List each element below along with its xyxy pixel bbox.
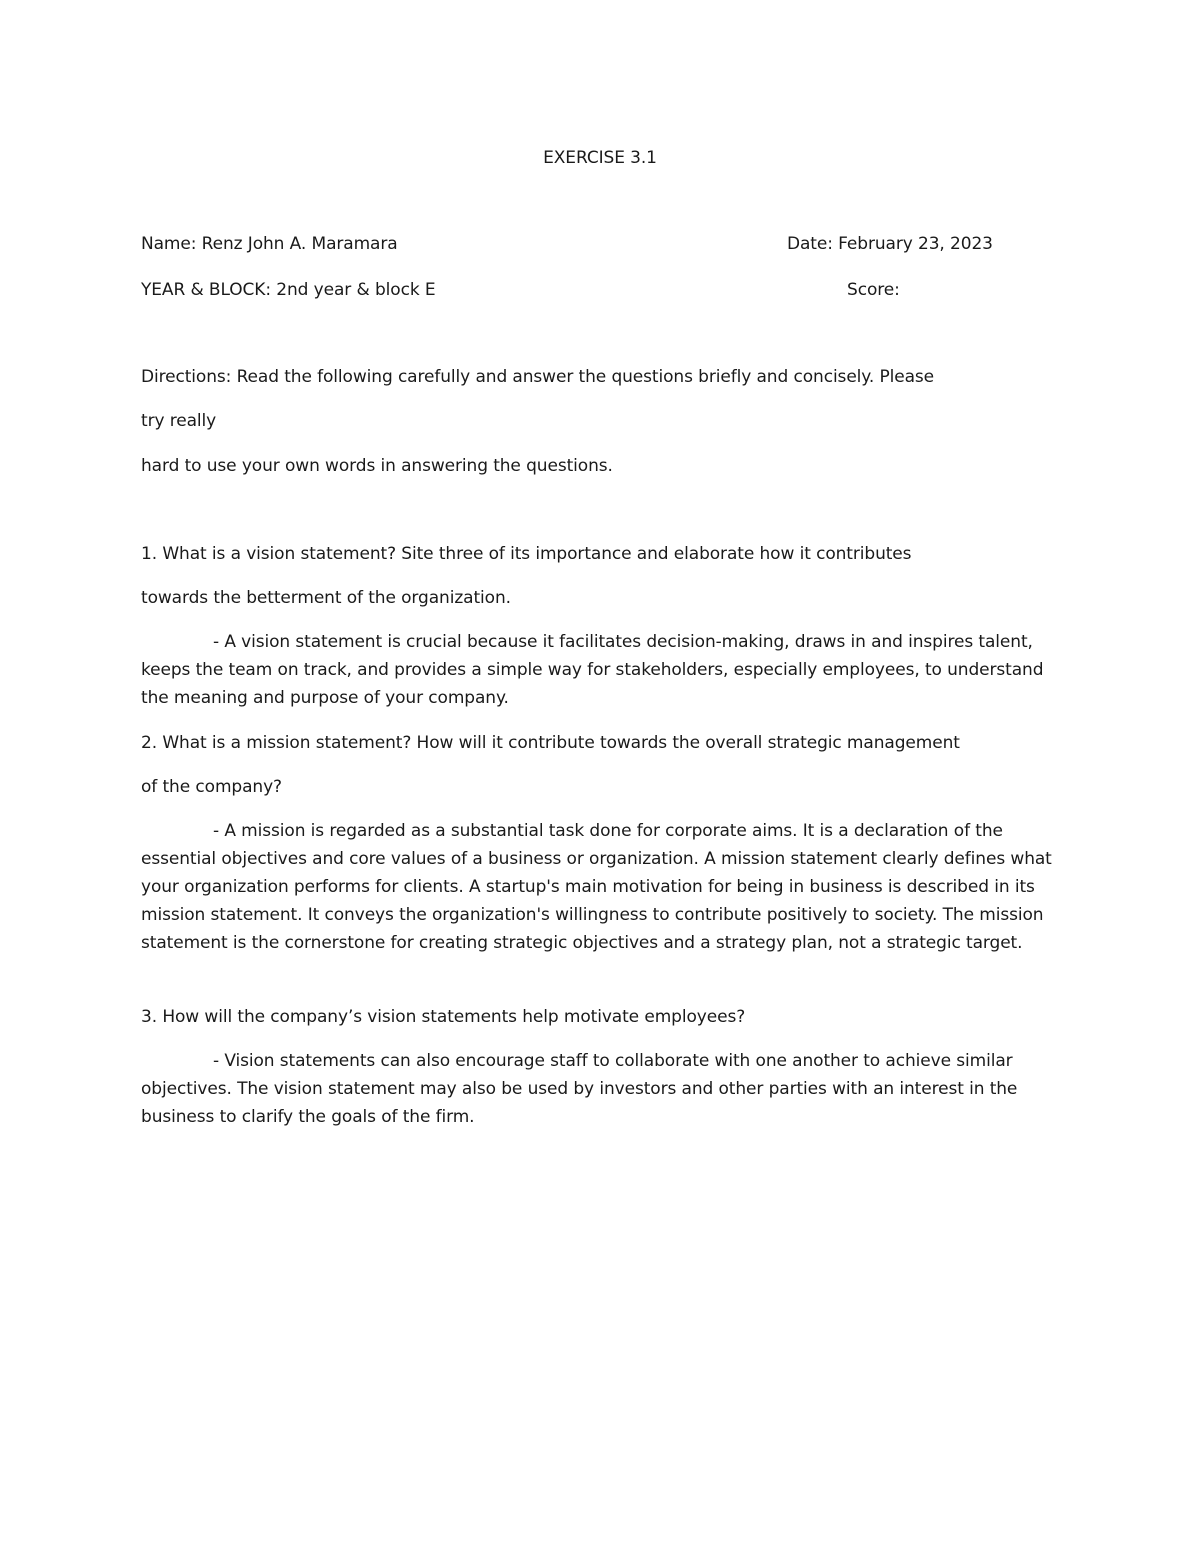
question-1-line-2: towards the betterment of the organization.	[141, 588, 511, 608]
directions-line-1: Directions: Read the following carefully and answer the questions briefly and concisely. Please	[141, 367, 935, 387]
answer-1: - A vision statement is crucial because it facilitates decision-making, draws in and inspires talent, keeps the team on track, and provides a simple way for stakeholders, especially employees, to understand the meaning and purpose of your company.	[141, 632, 1044, 708]
directions-line-3: hard to use your own words in answering the questions.	[141, 456, 613, 476]
page-title: EXERCISE 3.1	[543, 148, 657, 168]
answer-3: - Vision statements can also encourage staff to collaborate with one another to achieve similar objectives. The vision statement may also be used by investors and other parties with an interest in the business to clarify the goals of the firm.	[141, 1051, 1018, 1127]
answer-2: - A mission is regarded as a substantial task done for corporate aims. It is a declaration of the essential objectives and core values of a business or organization. A mission statement clearly defines what your organization performs for clients. A startup's main motivation for being in business is described in its mission statement. It conveys the organization's willingness to contribute positively to society. The mission statement is the cornerstone for creating strategic objectives and a strategy plan, not a strategic target.	[141, 821, 1052, 953]
question-3-line-1: 3. How will the company’s vision statements help motivate employees?	[141, 1007, 746, 1027]
directions-line-2: try really	[141, 411, 217, 431]
student-name: Name: Renz John A. Maramara	[141, 234, 398, 254]
year-block: YEAR & BLOCK: 2nd year & block E	[141, 280, 436, 300]
score-label: Score:	[847, 280, 900, 300]
question-1-line-1: 1. What is a vision statement? Site three of its importance and elaborate how it contributes	[141, 544, 912, 564]
submission-date: Date: February 23, 2023	[787, 234, 993, 254]
question-2-line-2: of the company?	[141, 777, 282, 797]
question-2-line-1: 2. What is a mission statement? How will it contribute towards the overall strategic management	[141, 733, 960, 753]
